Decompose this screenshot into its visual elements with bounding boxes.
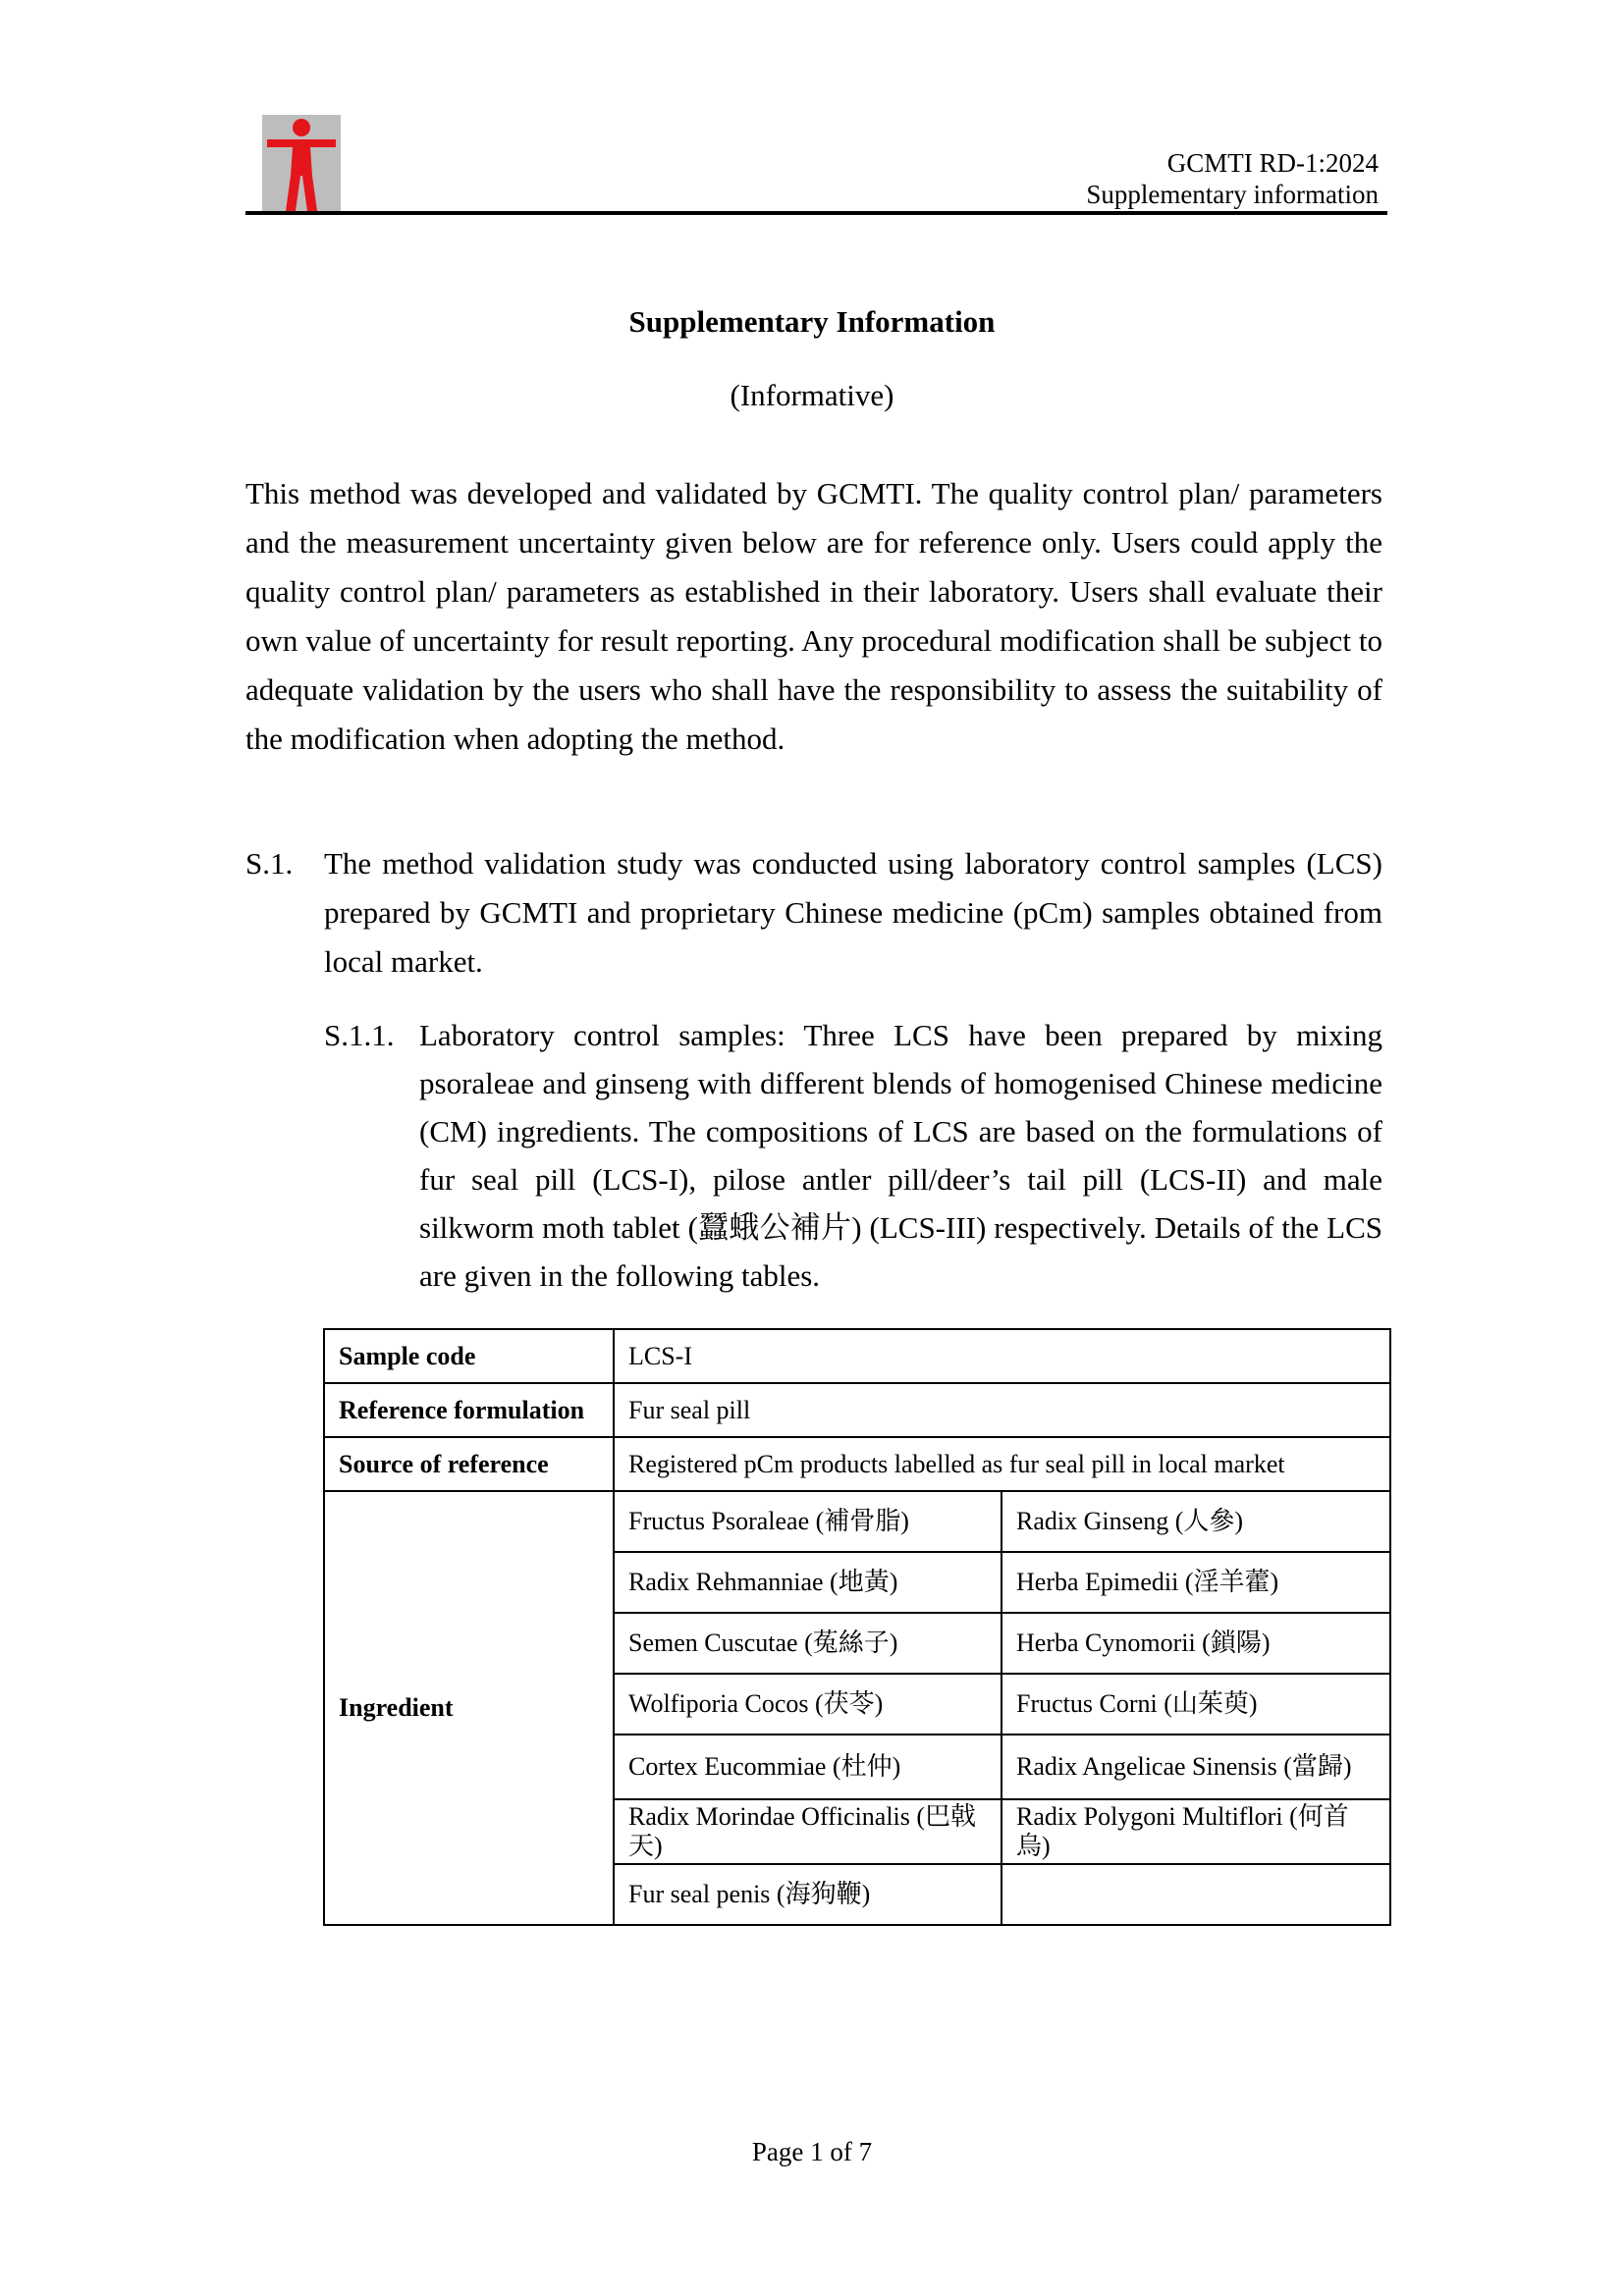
reference-formulation-value: Fur seal pill	[614, 1383, 1390, 1437]
ingredient-cell: Semen Cuscutae (菟絲子)	[614, 1613, 1001, 1674]
gcmti-logo-icon	[262, 115, 341, 211]
table-row	[324, 1329, 1390, 1383]
ingredient-cell: Fructus Psoraleae (補骨脂)	[614, 1491, 1001, 1552]
page-number: Page 1 of 7	[751, 2137, 873, 2166]
ingredient-cell: Radix Angelicae Sinensis (當歸)	[1001, 1735, 1390, 1799]
section-number: S.1.	[245, 846, 294, 881]
table-row	[324, 1491, 1390, 1552]
sample-code-value: LCS-I	[614, 1329, 1390, 1383]
table-row	[324, 1437, 1390, 1491]
ingredient-cell: Fur seal penis (海狗鞭)	[614, 1864, 1001, 1925]
header-rule	[245, 211, 1387, 215]
ingredient-cell: Radix Polygoni Multiflori (何首烏)	[1001, 1799, 1390, 1864]
page-subtitle: (Informative)	[730, 378, 894, 412]
ingredient-cell: Radix Morindae Officinalis (巴戟天)	[614, 1799, 1001, 1864]
page-title: Supplementary Information	[628, 304, 996, 339]
ingredient-label: Ingredient	[324, 1491, 614, 1925]
ingredient-cell-empty	[1001, 1864, 1390, 1925]
ingredient-cell: Herba Epimedii (淫羊藿)	[1001, 1552, 1390, 1613]
table-row	[324, 1383, 1390, 1437]
ingredient-cell: Wolfiporia Cocos (茯苓)	[614, 1674, 1001, 1735]
doc-code: GCMTI RD-1:2024	[1166, 148, 1379, 178]
subsection-number: S.1.1.	[324, 1018, 395, 1052]
section-text: The method validation study was conducted using laboratory control samples (LCS) prepared by GCMTI and proprietary Chinese medicine (pCm) samples obtained from local market.	[324, 846, 1382, 979]
ingredient-cell: Cortex Eucommiae (杜仲)	[614, 1735, 1001, 1799]
subsection-text: Laboratory control samples: Three LCS have been prepared by mixing psoraleae and ginseng with different blends of homogenised Chinese medicine (CM) ingredients. The compositions of LCS are based on the formulations of fur seal pill (LCS-I), pilose antler pill/deer’s tail pill (LCS-II) and male silkworm moth tablet (蠶蛾公補片) (LCS-III) respectively. Details of the LCS are given in the following tables.	[419, 1018, 1382, 1293]
ingredient-cell: Radix Rehmanniae (地黃)	[614, 1552, 1001, 1613]
ingredient-cell: Fructus Corni (山茱萸)	[1001, 1674, 1390, 1735]
reference-formulation-label: Reference formulation	[324, 1383, 614, 1437]
source-value: Registered pCm products labelled as fur seal pill in local market	[614, 1437, 1390, 1491]
ingredient-cell: Radix Ginseng (人參)	[1001, 1491, 1390, 1552]
sample-code-label: Sample code	[324, 1329, 614, 1383]
intro-paragraph: This method was developed and validated by GCMTI. The quality control plan/ parameters and the measurement uncertainty given below are for reference only. Users could apply the quality control plan/ parameters as established in their laboratory. Users shall evaluate their own value of uncertainty for result reporting. Any procedural modification shall be subject to adequate validation by the users who shall have the responsibility to assess the suitability of the modification when adopting the method.	[245, 476, 1382, 756]
document-header	[1086, 147, 1379, 210]
ingredient-cell: Herba Cynomorii (鎖陽)	[1001, 1613, 1390, 1674]
doc-subtitle: Supplementary information	[1086, 180, 1379, 209]
source-label: Source of reference	[324, 1437, 614, 1491]
lcs-table	[323, 1328, 1391, 1926]
